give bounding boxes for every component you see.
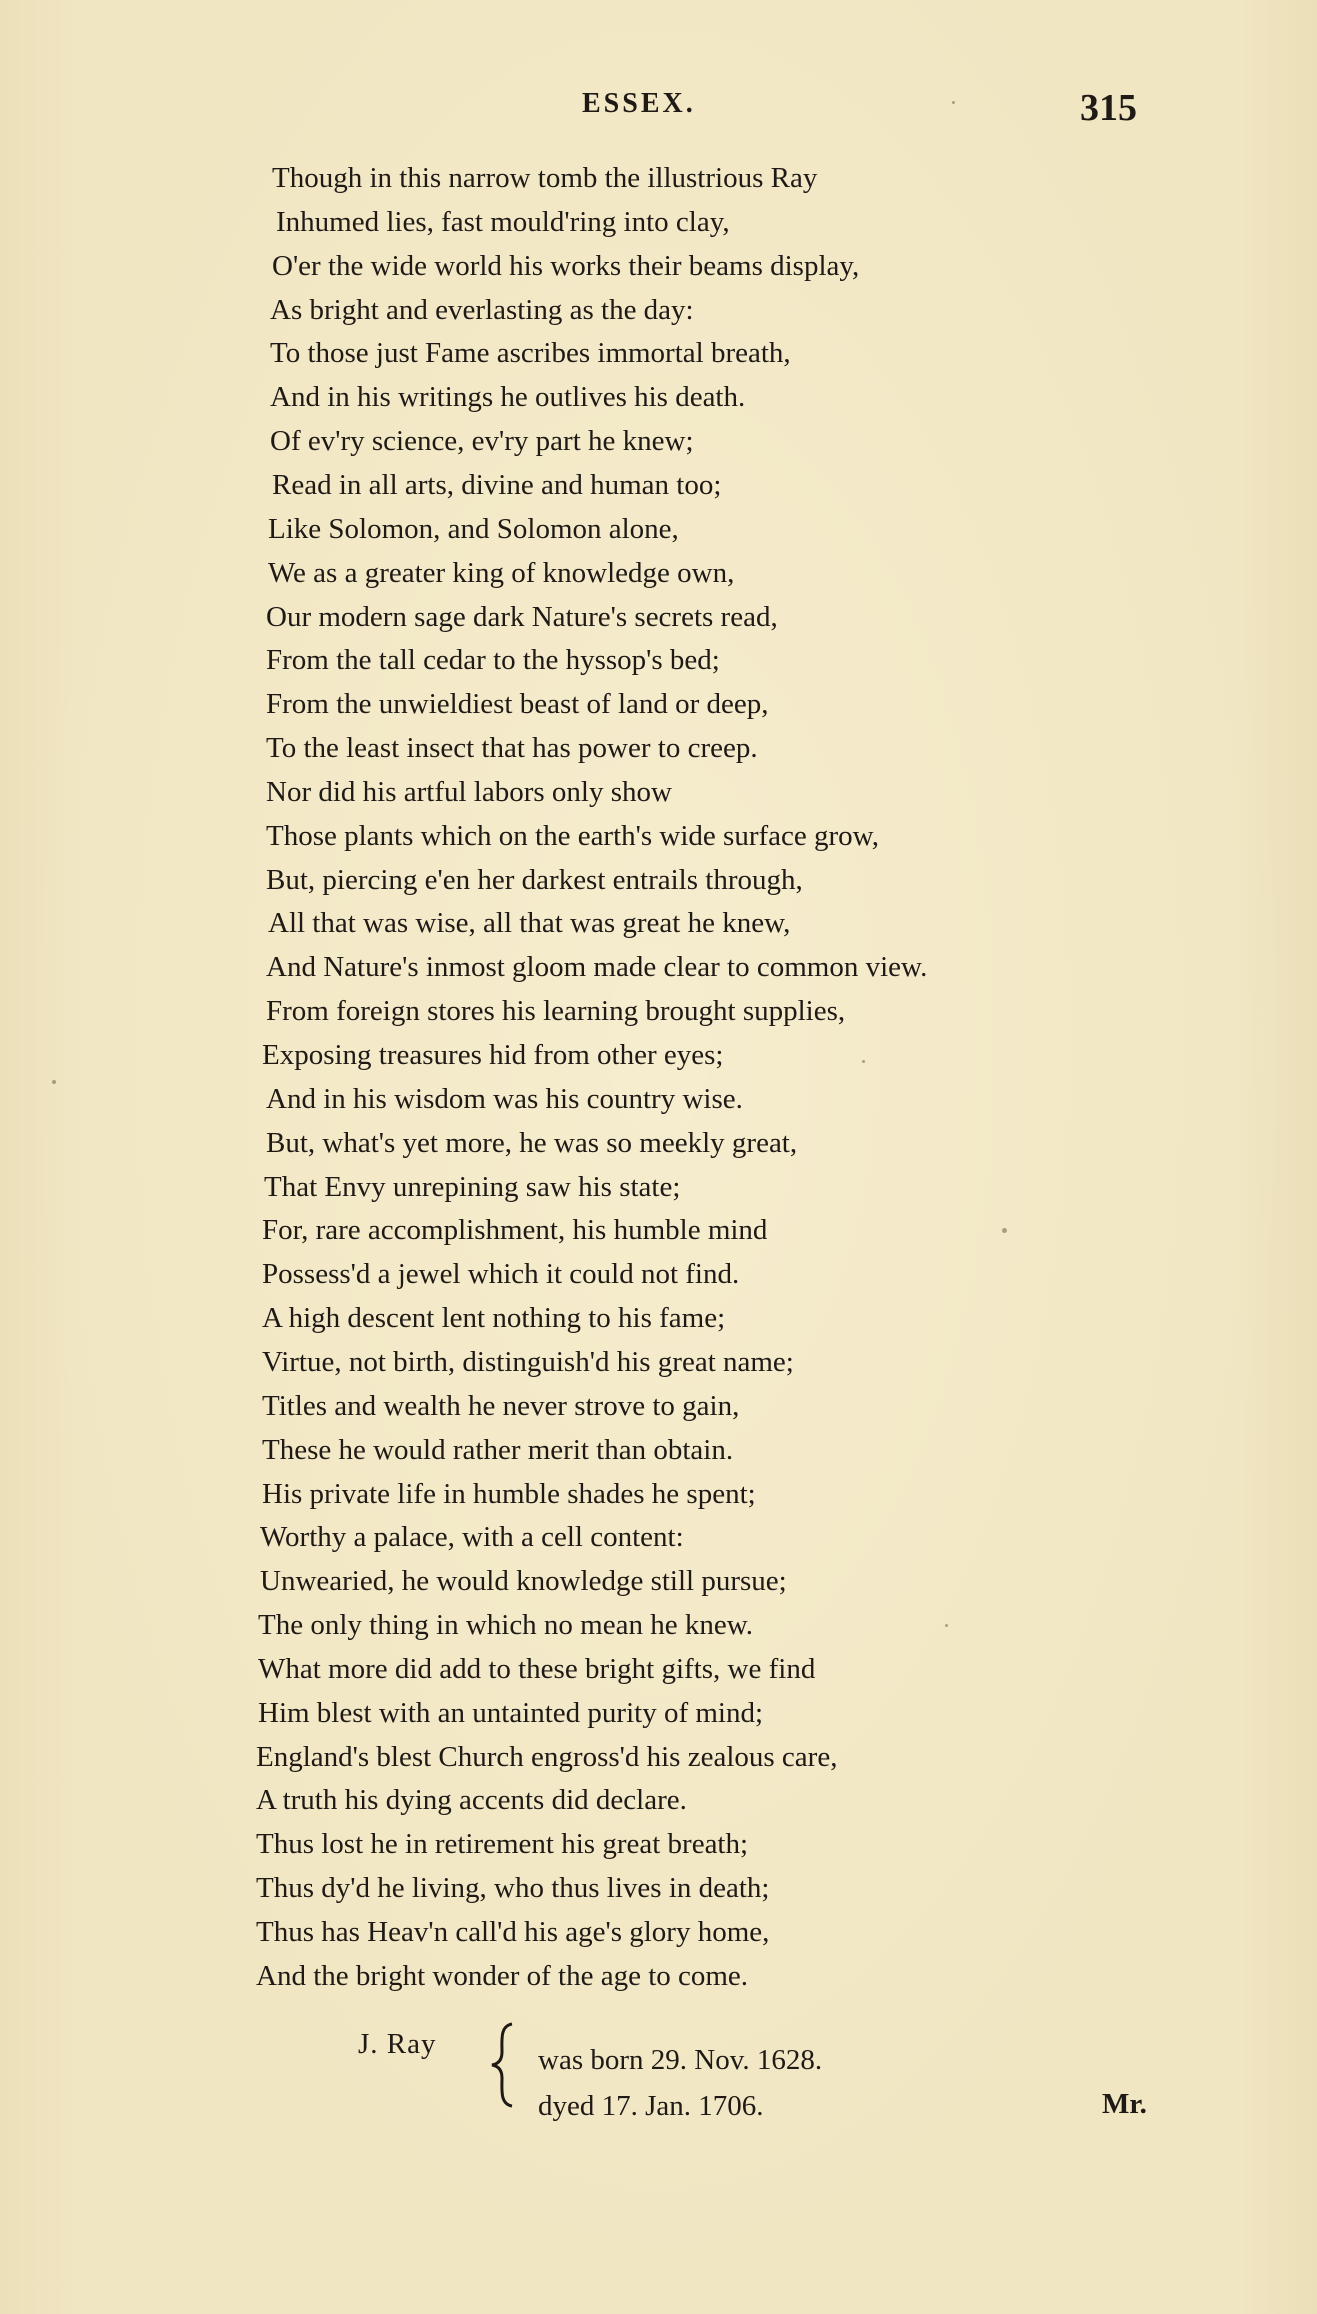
poem-line: And Nature's inmost gloom made clear to common view. [266, 951, 928, 983]
paper-speck [952, 101, 955, 104]
birth-date-line: was born 29. Nov. 1628. [538, 2044, 823, 2076]
poem-line: Read in all arts, divine and human too; [272, 469, 722, 501]
catchword: Mr. [1102, 2088, 1147, 2120]
poem-line: A high descent lent nothing to his fame; [262, 1302, 726, 1334]
poem-line: Nor did his artful labors only show [266, 776, 672, 808]
poem-line: All that was wise, all that was great he knew, [268, 907, 791, 939]
poem-line: And the bright wonder of the age to come. [256, 1960, 749, 1992]
poem-line: Thus lost he in retirement his great breath; [256, 1828, 749, 1860]
poem-line: That Envy unrepining saw his state; [264, 1171, 681, 1203]
poem-line: Virtue, not birth, distinguish'd his great name; [262, 1346, 794, 1378]
poem-line: But, what's yet more, he was so meekly great, [266, 1127, 798, 1159]
paper-speck [52, 1080, 56, 1084]
poem-line: We as a greater king of knowledge own, [268, 557, 735, 589]
running-head: ESSEX. [582, 88, 696, 119]
poem-line: To the least insect that has power to creep. [266, 732, 758, 764]
poem-line: Our modern sage dark Nature's secrets read, [266, 601, 778, 633]
poem-line: Him blest with an untainted purity of mind; [258, 1697, 764, 1729]
poem-line: These he would rather merit than obtain. [262, 1434, 734, 1466]
poem-line: Thus dy'd he living, who thus lives in death; [256, 1872, 770, 1904]
poem-line: Though in this narrow tomb the illustrious Ray [272, 162, 818, 194]
poem-line: Inhumed lies, fast mould'ring into clay, [276, 206, 730, 238]
poem-line: What more did add to these bright gifts, we find [258, 1653, 816, 1685]
paper-speck [1002, 1228, 1007, 1233]
paper-speck [945, 1624, 948, 1627]
poem-line: Possess'd a jewel which it could not find. [262, 1258, 740, 1290]
poem-line: From foreign stores his learning brought supplies, [266, 995, 846, 1027]
poem-line: From the unwieldiest beast of land or deep, [266, 688, 769, 720]
poem-line: The only thing in which no mean he knew. [258, 1609, 754, 1641]
poem-line: Those plants which on the earth's wide surface grow, [266, 820, 879, 852]
paper-speck [862, 1060, 865, 1063]
poem-line: From the tall cedar to the hyssop's bed; [266, 644, 720, 676]
poem-line: England's blest Church engross'd his zealous care, [256, 1741, 838, 1773]
poem-line: A truth his dying accents did declare. [256, 1784, 687, 1816]
poem-line: Thus has Heav'n call'd his age's glory home, [256, 1916, 770, 1948]
poem-line: His private life in humble shades he spent; [262, 1478, 756, 1510]
curly-brace-icon [484, 2020, 524, 2110]
poem-line: O'er the wide world his works their beams display, [272, 250, 860, 282]
death-date-line: dyed 17. Jan. 1706. [538, 2090, 764, 2122]
poem-line: And in his writings he outlives his death. [270, 381, 746, 413]
page-number: 315 [1080, 87, 1137, 129]
poem-line: Of ev'ry science, ev'ry part he knew; [270, 425, 694, 457]
poem-line: But, piercing e'en her darkest entrails through, [266, 864, 803, 896]
poem-line: As bright and everlasting as the day: [270, 294, 694, 326]
poem-line: Worthy a palace, with a cell content: [260, 1521, 684, 1553]
poem-line: Like Solomon, and Solomon alone, [268, 513, 679, 545]
poem-line: For, rare accomplishment, his humble mind [262, 1214, 768, 1246]
poem-line: And in his wisdom was his country wise. [266, 1083, 743, 1115]
poem-line: Exposing treasures hid from other eyes; [262, 1039, 724, 1071]
poem-line: To those just Fame ascribes immortal breath, [270, 337, 791, 369]
poem-line: Unwearied, he would knowledge still pursue; [260, 1565, 787, 1597]
poem-line: Titles and wealth he never strove to gain, [262, 1390, 740, 1422]
signature-name: J. Ray [358, 2028, 437, 2060]
